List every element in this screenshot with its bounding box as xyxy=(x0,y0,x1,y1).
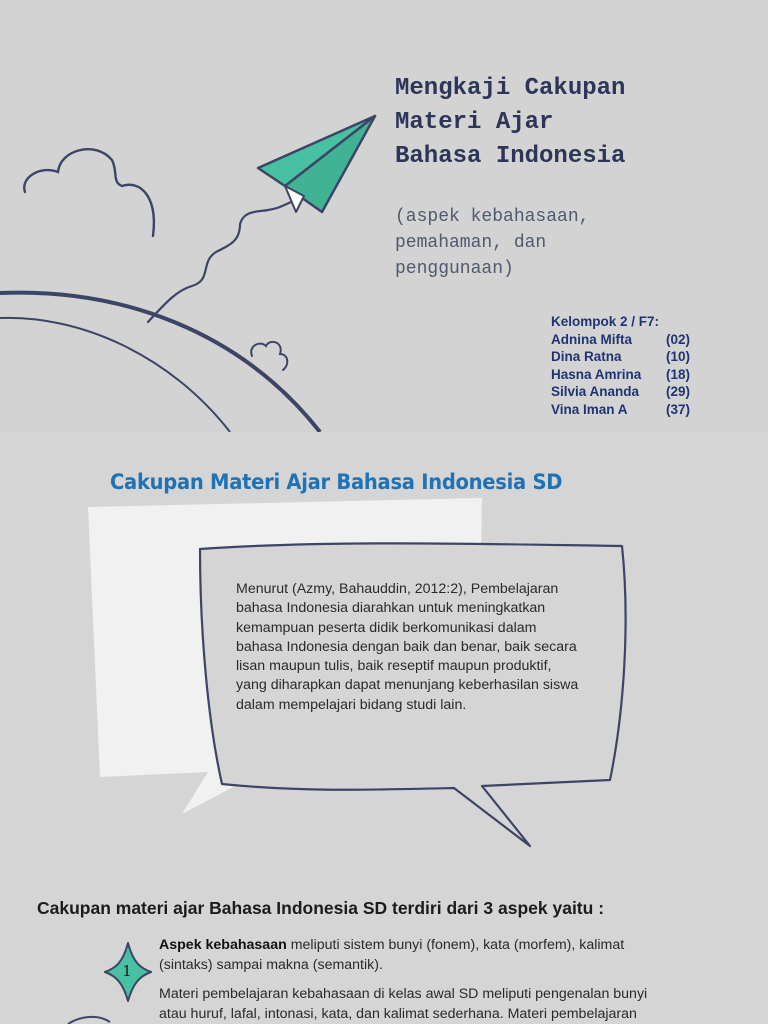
subtitle-line: penggunaan) xyxy=(395,259,514,279)
title-line: Materi Ajar xyxy=(395,109,554,136)
quote-line: bahasa Indonesia diarahkan untuk meningkatkan xyxy=(236,600,546,617)
quote-text xyxy=(236,580,616,715)
slide-subtitle xyxy=(395,204,589,282)
member-number: (10) xyxy=(666,349,691,364)
aspect-definition xyxy=(159,936,719,975)
quote-line: yang diharapkan dapat menunjang keberhasilan siswa xyxy=(236,677,579,694)
quote-line: kemampuan peserta didik berkomunikasi dalam xyxy=(236,619,537,636)
title-line: Mengkaji Cakupan xyxy=(395,75,626,102)
flight-path xyxy=(148,198,300,322)
planet-arc-inner xyxy=(0,318,230,432)
member-row xyxy=(551,401,690,419)
bottom-deco-shape xyxy=(68,1017,110,1024)
aspect-paragraph xyxy=(159,985,719,1024)
group-header: Kelompok 2 / F7: xyxy=(551,314,660,329)
member-name: Dina Ratna xyxy=(551,349,622,364)
aspect-line-rest: meliputi sistem bunyi (fonem), kata (morfem), kalimat xyxy=(286,937,625,953)
slide-title xyxy=(395,72,625,174)
title-line: Bahasa Indonesia xyxy=(395,143,626,170)
content-slide xyxy=(0,432,768,1024)
planet-arc-icon xyxy=(0,293,320,432)
cloud-icon xyxy=(24,149,154,236)
member-row xyxy=(551,348,690,366)
aspect-number-badge xyxy=(104,943,150,1001)
member-name: Silvia Ananda xyxy=(551,384,640,399)
group-members xyxy=(551,313,690,418)
member-number: (18) xyxy=(666,366,691,382)
member-name: Vina Iman A xyxy=(551,401,628,417)
paragraph-line: Materi pembelajaran kebahasaan di kelas awal SD meliputi pengenalan bunyi xyxy=(159,986,648,1002)
paragraph-line: atau huruf, lafal, intonasi, kata, dan kalimat sederhana. Materi pembelajaran xyxy=(159,1005,637,1022)
quote-line: Menurut (Azmy, Bahauddin, 2012:2), Pembelajaran xyxy=(236,581,559,597)
member-row xyxy=(551,366,690,384)
member-number: (37) xyxy=(666,401,691,417)
subtitle-line: pemahaman, dan xyxy=(395,233,547,253)
subtitle-line: (aspek kebahasaan, xyxy=(395,207,590,227)
title-slide xyxy=(0,0,768,432)
member-number: (29) xyxy=(666,384,691,399)
slide-heading: Cakupan Materi Ajar Bahasa Indonesia SD xyxy=(110,470,563,494)
paper-plane-icon xyxy=(258,116,375,212)
aspects-intro: Cakupan materi ajar Bahasa Indonesia SD terdiri dari 3 aspek yaitu : xyxy=(37,898,605,918)
aspect-line xyxy=(159,936,719,956)
member-number: (02) xyxy=(666,331,691,347)
aspect-line: (sintaks) sampai makna (semantik). xyxy=(159,956,383,973)
quote-line: dalam mempelajari bidang studi lain. xyxy=(236,696,467,713)
member-row xyxy=(551,383,690,401)
small-cloud-icon xyxy=(251,342,287,370)
aspect-number: 1 xyxy=(122,962,132,980)
member-row xyxy=(551,331,690,349)
member-name: Adnina Mifta xyxy=(551,331,632,347)
aspect-content xyxy=(159,936,719,1024)
quote-line: lisan maupun tulis, baik reseptif maupun produktif, xyxy=(236,658,552,675)
quote-line: bahasa Indonesia dengan baik dan benar, baik secara xyxy=(236,638,577,655)
aspect-title: Aspek kebahasaan xyxy=(159,937,287,953)
member-name: Hasna Amrina xyxy=(551,366,642,382)
